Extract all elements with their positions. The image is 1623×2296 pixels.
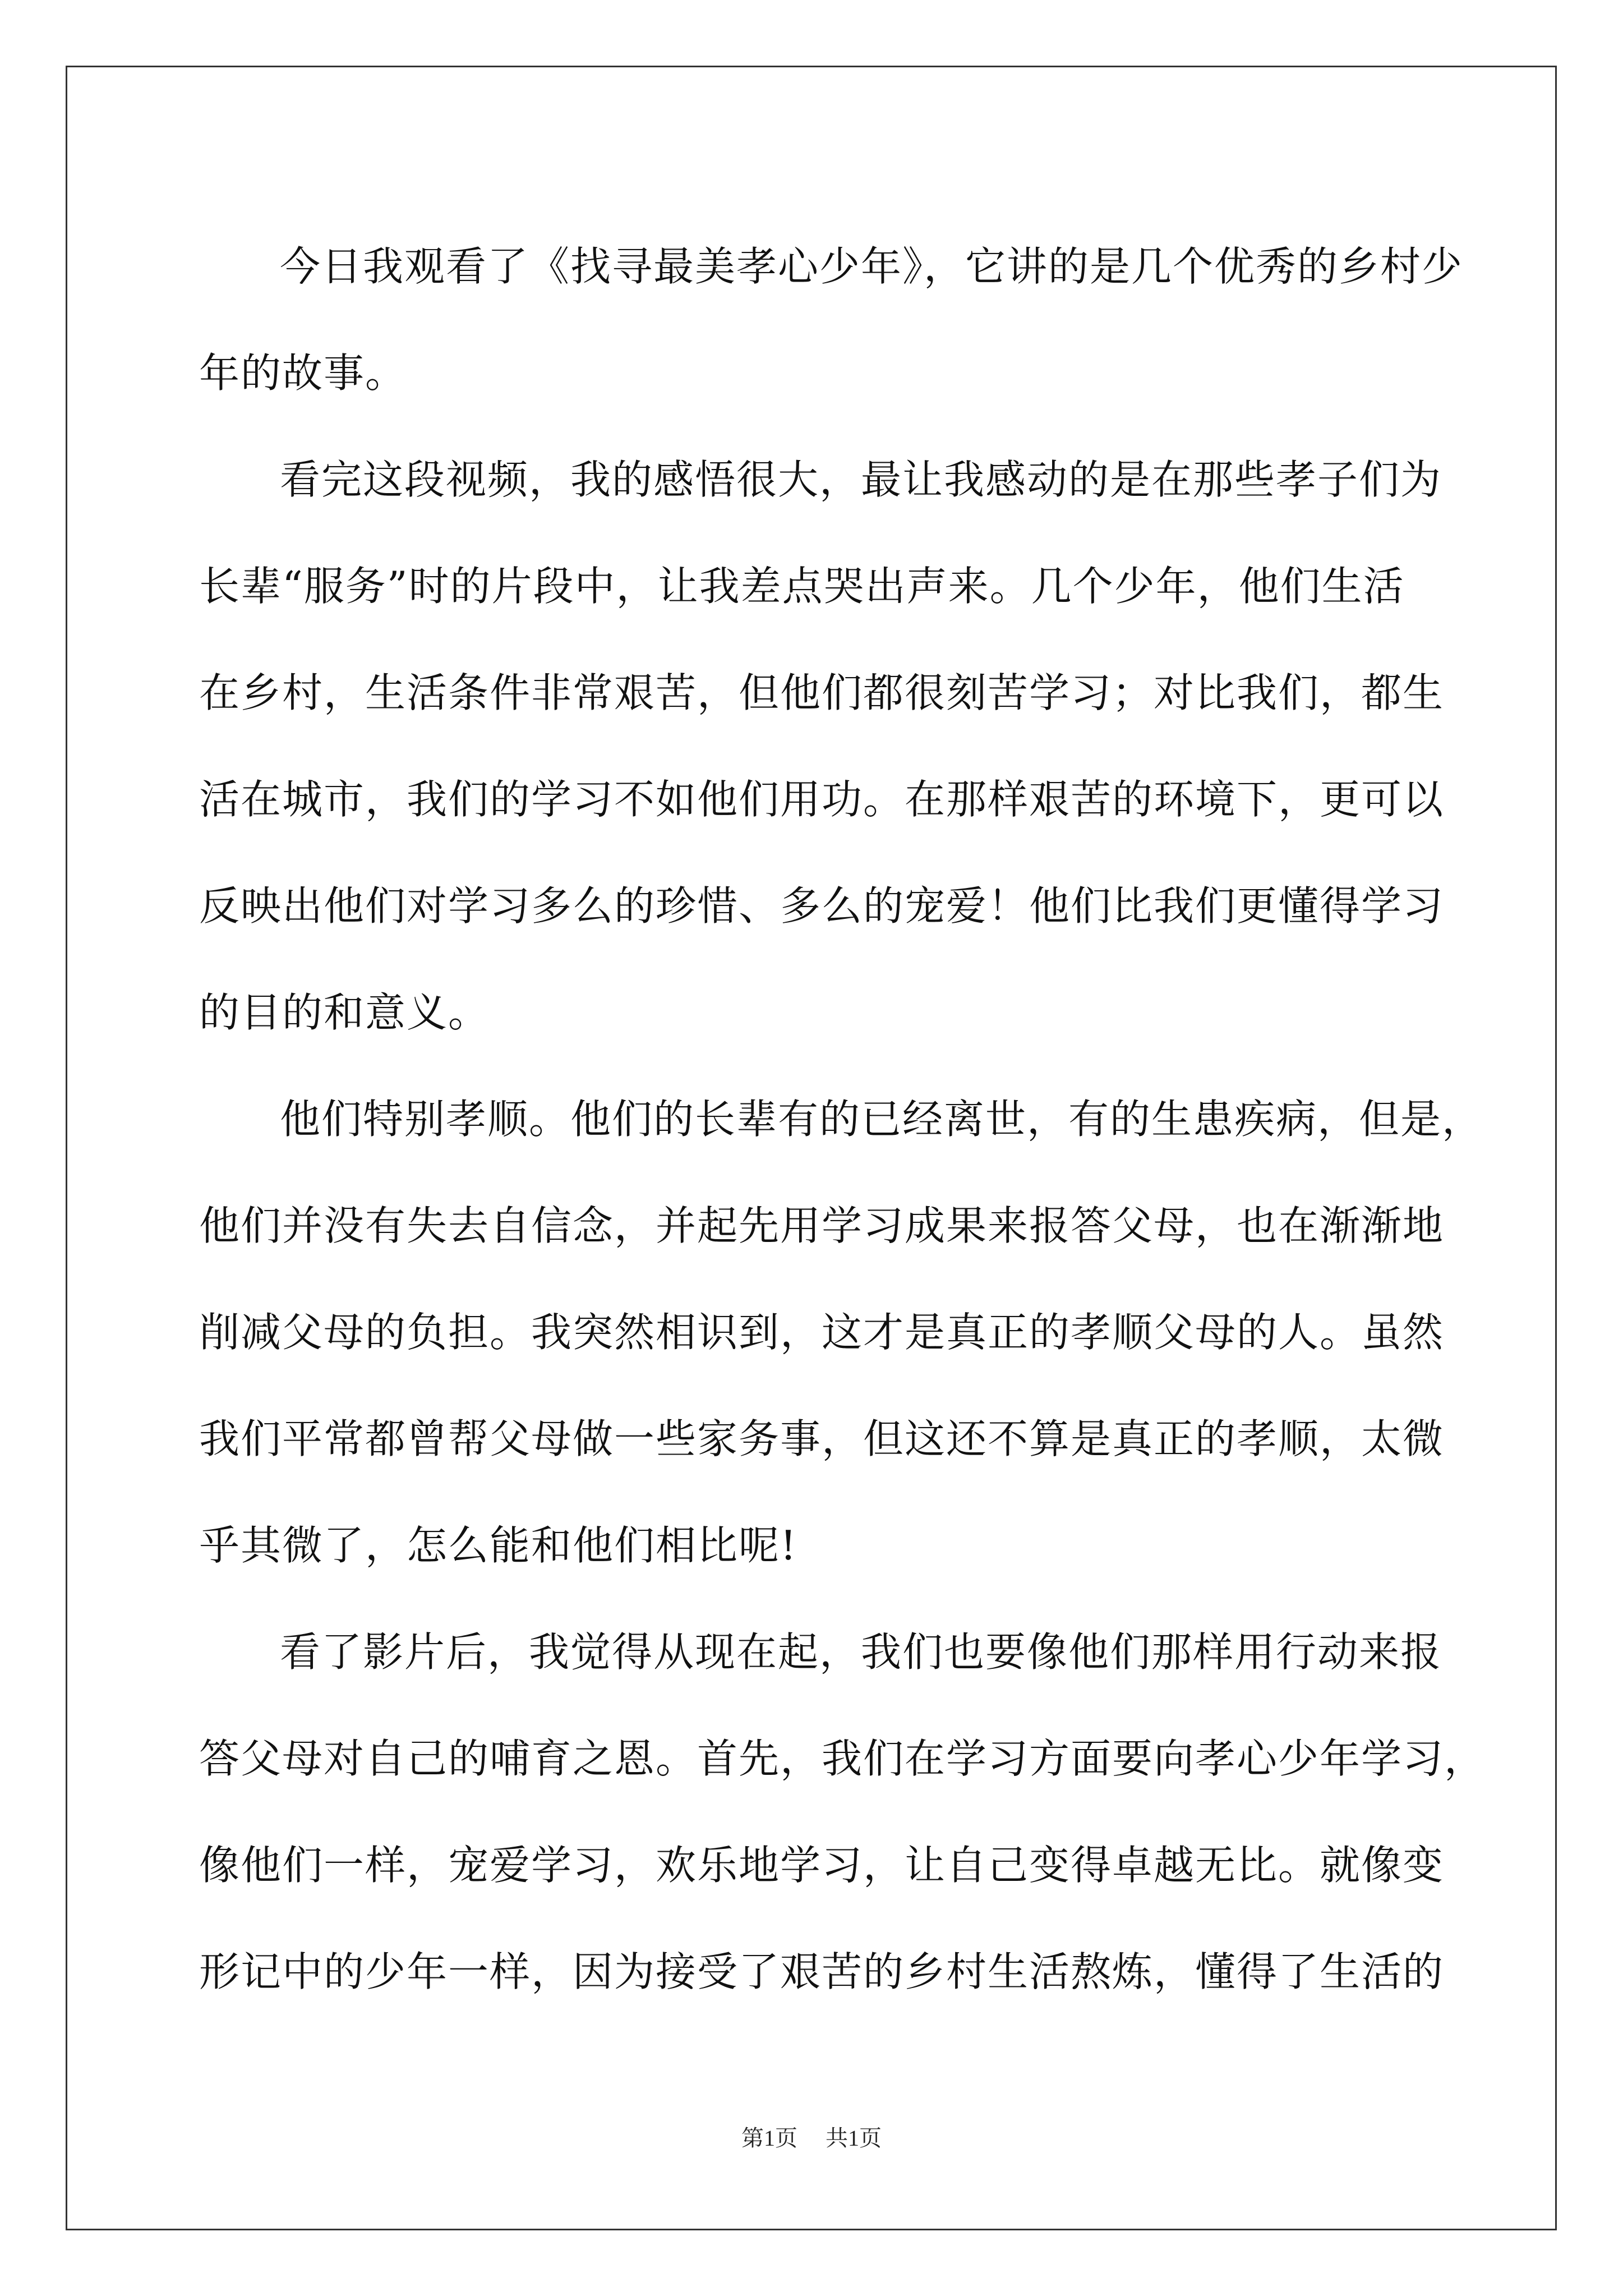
text-line: 在乡村，生活条件非常艰苦，但他们都很刻苦学习；对比我们，都生 [199, 669, 1445, 716]
text-line: 削减父母的负担。我突然相识到，这才是真正的孝顺父母的人。虽然 [199, 1309, 1445, 1356]
text-line: 形记中的少年一样，因为接受了艰苦的乡村生活熬炼，懂得了生活的 [199, 1948, 1445, 1995]
text-line: 乎其微了，怎么能和他们相比呢! [199, 1522, 797, 1569]
text-line: 看了影片后，我觉得从现在起，我们也要像他们那样用行动来报 [280, 1628, 1442, 1676]
text-line: 我们平常都曾帮父母做一些家务事，但这还不算是真正的孝顺，太微 [199, 1415, 1445, 1462]
text-line: 他们并没有失去自信念，并起先用学习成果来报答父母，也在渐渐地 [199, 1202, 1445, 1249]
text-line: 年的故事。 [199, 349, 407, 397]
text-line: 长辈“服务”时的片段中，让我差点哭出声来。几个少年，他们生活 [199, 563, 1405, 610]
text-line: 像他们一样，宠爱学习，欢乐地学习，让自己变得卓越无比。就像变 [199, 1842, 1445, 1889]
text-line: 反映出他们对学习多么的珍惜、多么的宠爱！他们比我们更懂得学习 [199, 882, 1445, 930]
document-body [199, 213, 1486, 2025]
text-line: 今日我观看了《找寻最美孝心少年》，它讲的是几个优秀的乡村少 [280, 243, 1464, 290]
page-footer [0, 2120, 1623, 2152]
text-line: 答父母对自己的哺育之恩。首先，我们在学习方面要向孝心少年学习， [199, 1735, 1486, 1782]
page-number: 第1页 [741, 2125, 797, 2151]
text-line: 他们特别孝顺。他们的长辈有的已经离世，有的生患疾病，但是， [280, 1096, 1484, 1143]
text-line: 看完这段视频，我的感悟很大，最让我感动的是在那些孝子们为 [280, 456, 1442, 503]
page-total: 共1页 [826, 2125, 882, 2151]
text-line: 活在城市，我们的学习不如他们用功。在那样艰苦的环境下，更可以 [199, 776, 1445, 823]
text-line: 的目的和意义。 [199, 989, 490, 1036]
